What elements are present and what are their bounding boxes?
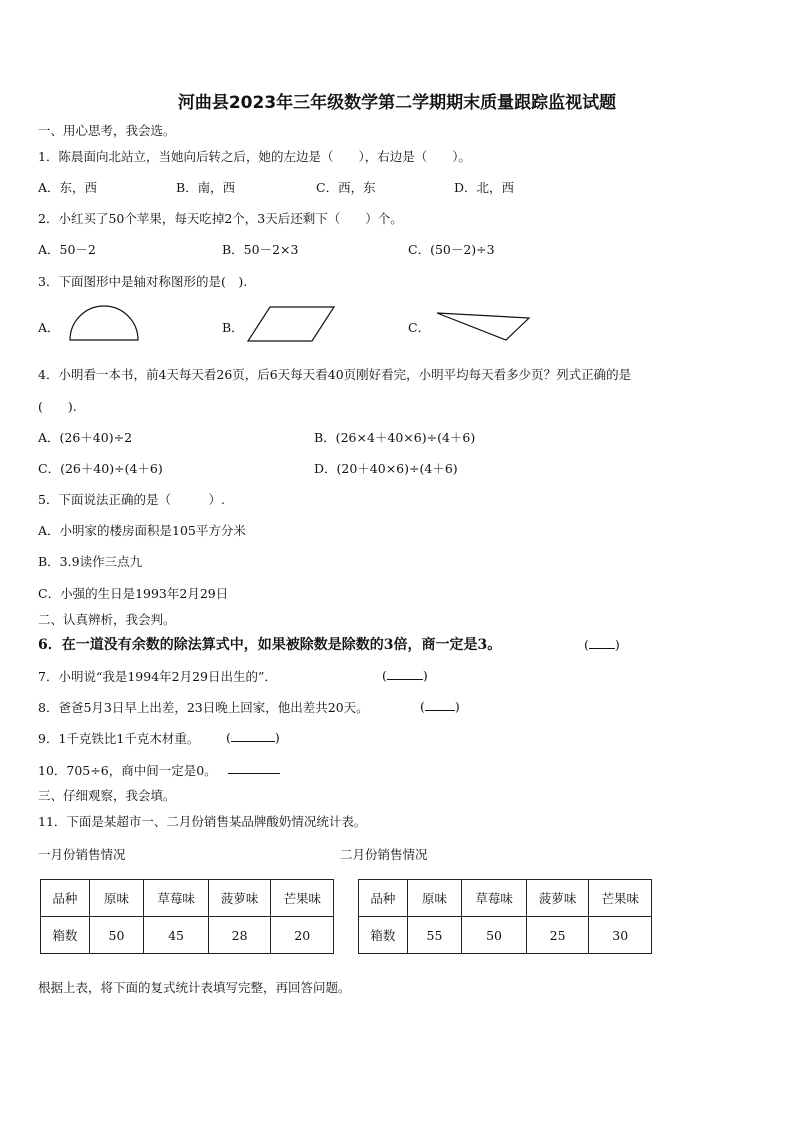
table-cell: 55 (407, 917, 462, 954)
table-cell: 45 (144, 917, 209, 954)
open-paren: ( (382, 668, 387, 683)
question-4-cont: ( ). (38, 399, 77, 414)
table-jan-caption: 一月份销售情况 (38, 847, 126, 862)
table-cell: 50 (462, 917, 527, 954)
open-paren: ( (226, 730, 231, 745)
table-cell: 原味 (89, 880, 144, 917)
question-4: 4．小明看一本书，前4天每天看26页，后6天每天看40页刚好看完，小明平均每天看多少页？列式正确的是 (38, 367, 632, 382)
q2-option-a: A．50－2 (38, 242, 96, 257)
question-2: 2．小红买了50个苹果，每天吃掉2个，3天后还剩下（ ）个。 (38, 211, 403, 226)
semicircle-figure (68, 304, 142, 344)
q1-option-d: D．北，西 (454, 180, 515, 195)
question-11: 11．下面是某超市一、二月份销售某品牌酸奶情况统计表。 (38, 814, 367, 829)
open-paren: ( (420, 699, 425, 714)
q10-answer-blank[interactable] (228, 763, 280, 774)
q4-option-d: D．(20＋40×6)÷(4＋6) (314, 461, 458, 476)
section-heading-1: 一、用心思考，我会选。 (38, 123, 176, 138)
table-cell: 箱数 (41, 917, 90, 954)
q3-option-b: B． (222, 320, 244, 335)
q6-answer-blank[interactable] (584, 636, 620, 652)
table-cell: 品种 (359, 880, 408, 917)
table-row (359, 917, 652, 954)
question-8: 8．爸爸5月3日早上出差，23日晚上回家，他出差共20天。 (38, 700, 369, 715)
table-cell: 50 (89, 917, 144, 954)
question-9: 9．1千克铁比1千克木材重。 (38, 731, 200, 746)
table-cell: 品种 (41, 880, 90, 917)
question-6: 6．在一道没有余数的除法算式中，如果被除数是除数的3倍，商一定是3。 (38, 637, 502, 653)
table-cell: 20 (271, 917, 334, 954)
q5-option-c: C．小强的生日是1993年2月29日 (38, 586, 229, 601)
question-10: 10．705÷6，商中间一定是0。 (38, 763, 217, 778)
table-cell: 草莓味 (462, 880, 527, 917)
table-cell: 箱数 (359, 917, 408, 954)
instruction-text: 根据上表，将下面的复式统计表填写完整，再回答问题。 (38, 980, 351, 995)
table-jan (40, 879, 334, 954)
q9-answer-blank[interactable] (226, 729, 280, 745)
question-7: 7．小明说“我是1994年2月29日出生的”． (38, 669, 277, 684)
table-cell: 原味 (407, 880, 462, 917)
table-header-row (359, 880, 652, 917)
q1-option-c: C．西，东 (316, 180, 376, 195)
q2-option-b: B．50－2×3 (222, 242, 299, 257)
question-1: 1．陈晨面向北站立，当她向后转之后，她的左边是（ ），右边是（ ）。 (38, 149, 471, 164)
question-5: 5．下面说法正确的是（ ）. (38, 492, 225, 507)
section-heading-3: 三、仔细观察，我会填。 (38, 788, 176, 803)
table-cell: 30 (589, 917, 652, 954)
table-header-row (41, 880, 334, 917)
q3-option-a: A． (38, 320, 60, 335)
close-paren: ) (422, 668, 428, 683)
question-3: 3．下面图形中是轴对称图形的是( ). (38, 274, 248, 289)
page-title: 河曲县2023年三年级数学第二学期期末质量跟踪监视试题 (177, 93, 617, 113)
q1-option-a: A．东，西 (38, 180, 98, 195)
q4-option-b: B．(26×4＋40×6)÷(4＋6) (314, 430, 476, 445)
q4-option-c: C．(26＋40)÷(4＋6) (38, 461, 163, 476)
close-paren: ) (274, 730, 280, 745)
table-cell: 25 (526, 917, 589, 954)
table-cell: 芒果味 (271, 880, 334, 917)
table-cell: 菠萝味 (526, 880, 589, 917)
q4-option-a: A．(26＋40)÷2 (38, 430, 133, 445)
table-cell: 草莓味 (144, 880, 209, 917)
q8-answer-blank[interactable] (420, 698, 460, 714)
q5-option-a: A．小明家的楼房面积是105平方分米 (38, 523, 246, 538)
close-paren: ) (614, 637, 620, 652)
table-cell: 菠萝味 (208, 880, 271, 917)
table-feb-caption: 二月份销售情况 (340, 847, 428, 862)
table-cell: 28 (208, 917, 271, 954)
section-heading-2: 二、认真辨析，我会判。 (38, 612, 176, 627)
open-paren: ( (584, 637, 589, 652)
close-paren: ) (454, 699, 460, 714)
q5-option-b: B．3.9读作三点九 (38, 554, 143, 569)
triangle-figure (434, 310, 534, 344)
q2-option-c: C．(50－2)÷3 (408, 242, 495, 257)
q1-option-b: B．南，西 (176, 180, 236, 195)
q7-answer-blank[interactable] (382, 667, 428, 683)
table-cell: 芒果味 (589, 880, 652, 917)
q3-option-c: C． (408, 320, 431, 335)
table-feb (358, 879, 652, 954)
table-row (41, 917, 334, 954)
parallelogram-figure (246, 304, 338, 344)
